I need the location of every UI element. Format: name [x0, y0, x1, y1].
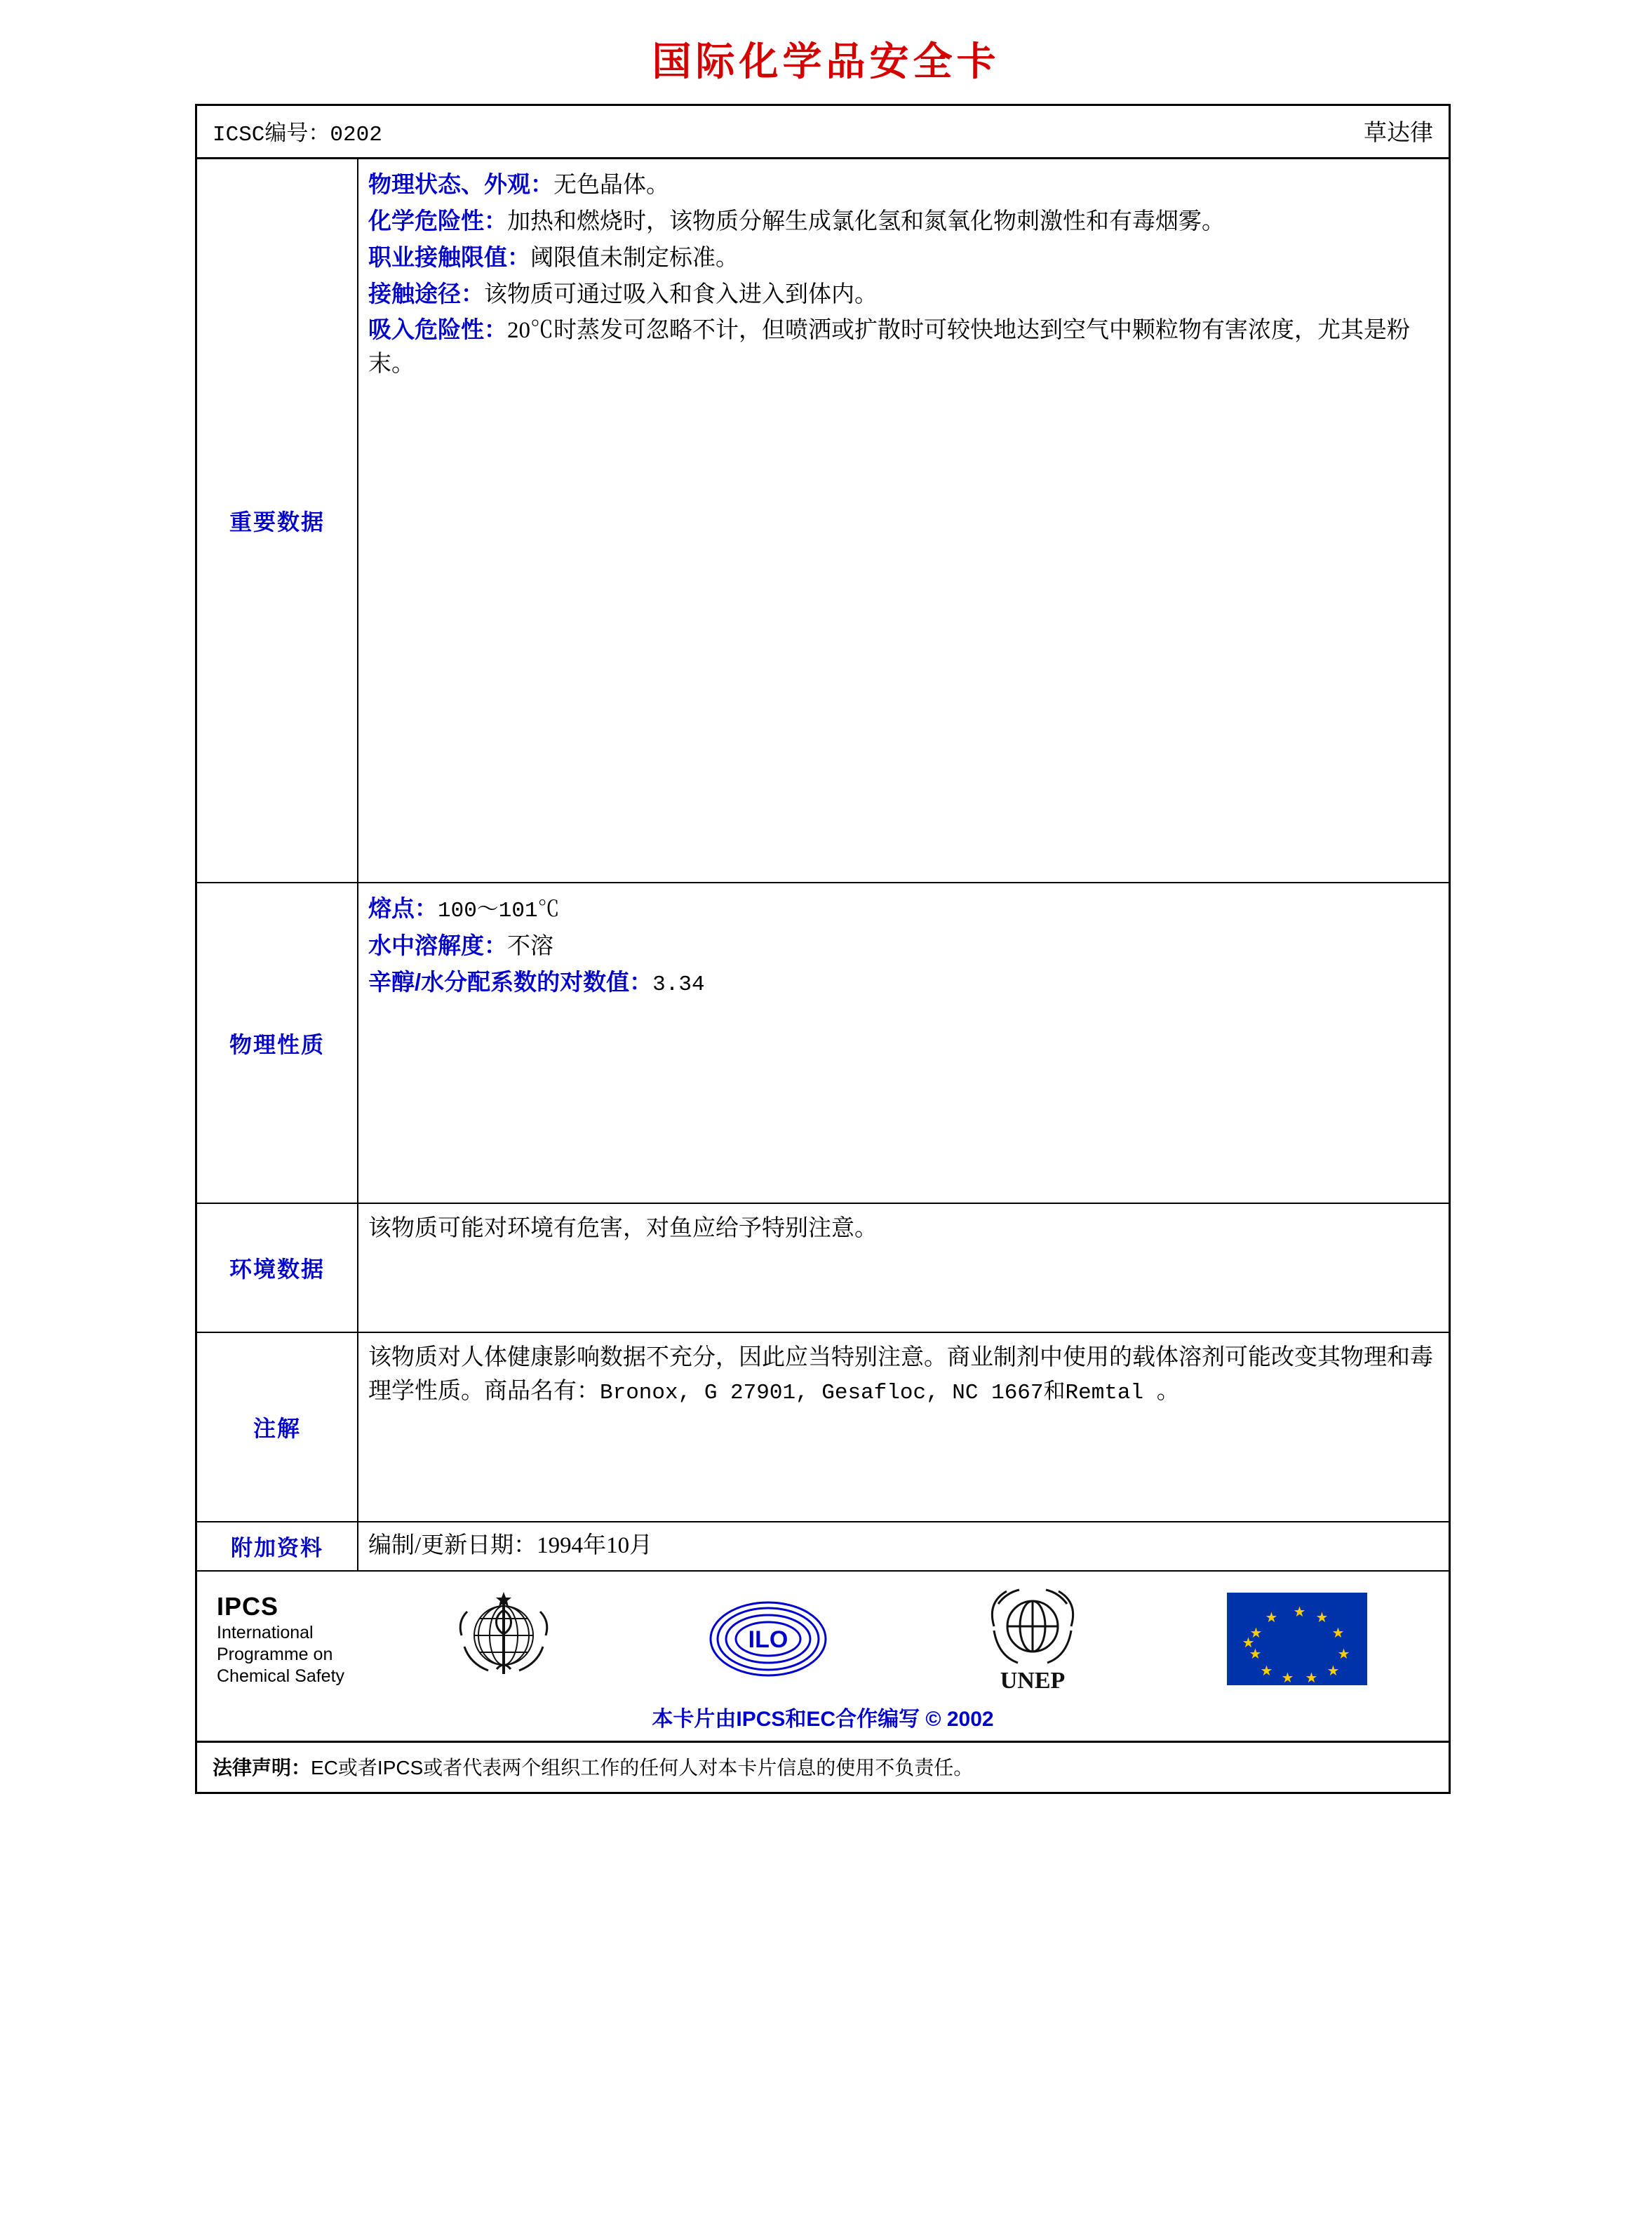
- footer-logos: [197, 1572, 1449, 1699]
- icsc-number-block: [213, 115, 382, 147]
- item-melting-point: [368, 892, 1433, 928]
- item-label: 物理状态、外观：: [368, 171, 553, 197]
- section-important-data: [197, 159, 1449, 883]
- unep-logo-slot: [900, 1583, 1164, 1695]
- item-text: 该物质可通过吸入和食入进入到体内。: [484, 281, 878, 307]
- item-label: 水中溶解度：: [368, 932, 507, 958]
- section-content-important: [358, 159, 1449, 882]
- item-physical-state: [368, 168, 1433, 203]
- ilo-logo: [701, 1590, 835, 1688]
- section-physical-properties: [197, 883, 1449, 1204]
- ipcs-abbr: IPCS: [217, 1591, 279, 1621]
- section-content-extra: 编制/更新日期：1994年10月: [368, 1533, 653, 1558]
- who-logo: [448, 1586, 560, 1692]
- ipcs-line1: International: [217, 1622, 314, 1642]
- item-label: 化学危险性：: [368, 207, 507, 234]
- item-label: 接触途径：: [368, 280, 484, 307]
- footer-credit: 本卡片由IPCS和EC合作编写 © 2002: [652, 1707, 994, 1731]
- item-text: 加热和燃烧时，该物质分解生成氯化氢和氮氧化物刺激性和有毒烟雾。: [507, 208, 1225, 234]
- item-text: 20℃时蒸发可忽略不计，但喷洒或扩散时可较快地达到空气中颗粒物有害浓度，尤其是粉末。: [368, 318, 1410, 377]
- page-title: 国际化学品安全卡: [652, 39, 1000, 83]
- ipcs-block: [217, 1591, 371, 1688]
- item-text: 阈限值未制定标准。: [530, 245, 739, 271]
- section-content-physical: [358, 883, 1449, 1203]
- section-label-physical: 物理性质: [197, 883, 358, 1203]
- section-notes: [197, 1333, 1449, 1522]
- unep-logo: [966, 1583, 1099, 1695]
- item-text: 不溶: [507, 933, 553, 959]
- item-routes-of-exposure: [368, 277, 1433, 312]
- section-label-important: 重要数据: [197, 159, 358, 882]
- section-additional-info: [197, 1522, 1449, 1572]
- item-label: 吸入危险性：: [368, 316, 507, 343]
- icsc-number-label: ICSC编号：: [213, 123, 330, 147]
- item-inhalation-risk: [368, 313, 1433, 382]
- section-content-notes: [358, 1333, 1449, 1521]
- legal-notice: [197, 1743, 1449, 1792]
- item-label: 职业接触限值：: [368, 243, 530, 270]
- unep-label: UNEP: [1000, 1668, 1065, 1694]
- section-environmental-data: [197, 1204, 1449, 1333]
- notes-text-part3: 。: [1156, 1378, 1180, 1404]
- legal-label: 法律声明：: [213, 1756, 311, 1779]
- notes-trade-names: Bronox, G 27901, Gesafloc, NC 1667和Remtal: [600, 1380, 1157, 1405]
- eu-flag: ★ ★ ★ ★ ★ ★ ★ ★ ★ ★ ★ ★: [1227, 1593, 1367, 1685]
- card-header: [197, 106, 1449, 159]
- section-label-notes: 注解: [197, 1333, 358, 1521]
- icsc-card: [195, 104, 1451, 1794]
- footer-logos-row: [197, 1572, 1449, 1743]
- item-chemical-hazards: [368, 204, 1433, 239]
- notes-text-part1: 该物质对人体健康影响数据不充分，因此应当特别注意。商业制剂中使用的载体溶剂可能改变其物理和毒理学性质。商品名有：: [368, 1345, 1433, 1404]
- section-label-environment: 环境数据: [197, 1204, 358, 1332]
- item-occupational-limits: [368, 241, 1433, 276]
- section-content-environment: 该物质可能对环境有危害，对鱼应给予特别注意。: [368, 1216, 878, 1241]
- eu-flag-slot: [1164, 1593, 1429, 1685]
- item-text: 100～101℃: [438, 899, 560, 923]
- ipcs-line2: Programme on: [217, 1645, 333, 1665]
- ipcs-line3: Chemical Safety: [217, 1666, 345, 1687]
- item-logpow: [368, 965, 1433, 1001]
- ilo-logo-slot: [636, 1590, 900, 1688]
- legal-text: EC或者IPCS或者代表两个组织工作的任何人对本卡片信息的使用不负责任。: [311, 1756, 974, 1779]
- section-label-extra: 附加资料: [197, 1522, 358, 1570]
- substance-name: 草达律: [1364, 121, 1433, 146]
- who-logo-slot: [371, 1586, 636, 1692]
- item-text: 无色晶体。: [553, 173, 669, 198]
- item-text: 3.34: [652, 972, 705, 997]
- item-label: 熔点：: [368, 895, 438, 921]
- icsc-number-value: 0202: [330, 123, 382, 147]
- item-water-solubility: [368, 929, 1433, 964]
- svg-text:ILO: ILO: [748, 1626, 788, 1654]
- item-label: 辛醇/水分配系数的对数值：: [368, 968, 653, 995]
